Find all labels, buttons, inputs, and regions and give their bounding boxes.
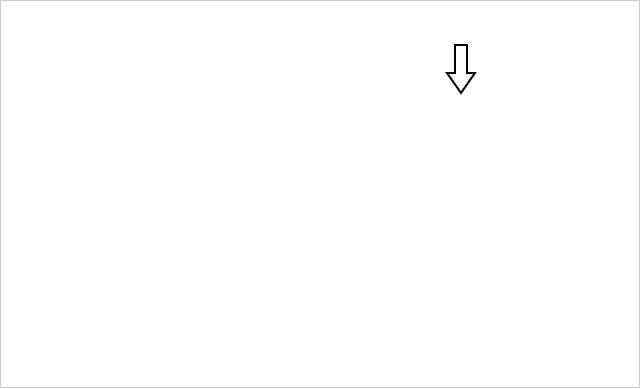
down-arrow-icon bbox=[447, 45, 475, 93]
spectra-plot bbox=[1, 1, 640, 389]
